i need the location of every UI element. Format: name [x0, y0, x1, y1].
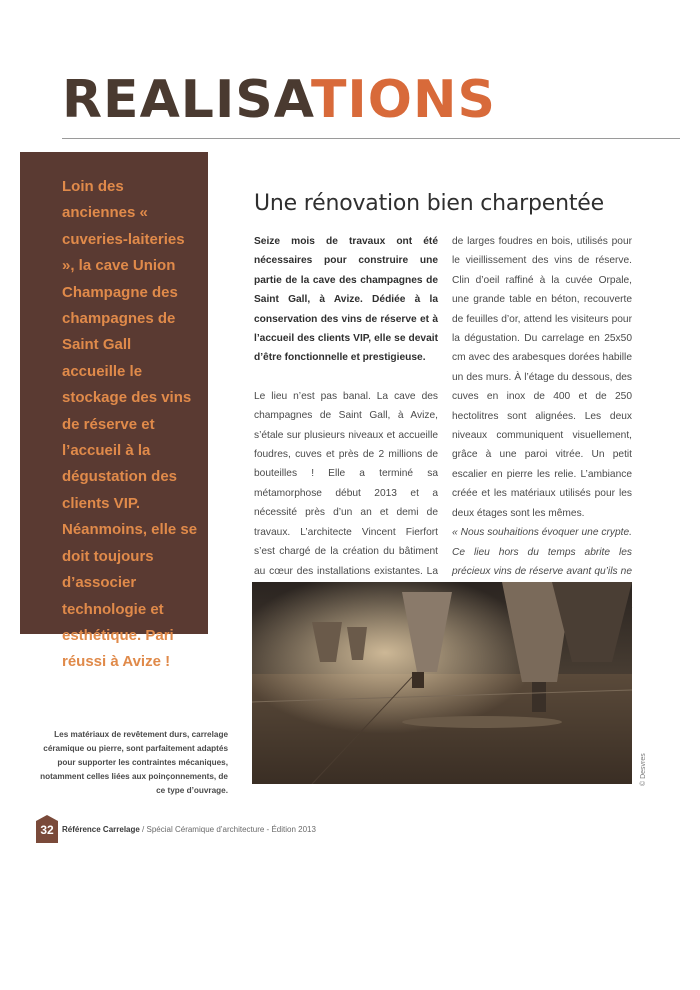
footer-publication [62, 825, 316, 834]
photo-caption: Les matériaux de revêtement durs, carrelage céramique ou pierre, sont parfaitement adaptés pour supporter les contraintes mécaniques, notamment celles liées aux poinçonnements, de ce type d’ouvrage. [40, 730, 228, 795]
footer-edition: Spécial Céramique d’architecture - Édition 2013 [146, 825, 316, 834]
article-lead: Seize mois de travaux ont été nécessaires pour construire une partie de la cave des champagnes de Saint Gall, à Avize. Dédiée à la conservation des vins de réserve et à l’accueil des clients VIP, elle se devait d’être fonctionnelle et prestigieuse. [254, 236, 438, 364]
footer-separator: / [139, 825, 147, 834]
sidebar-intro-text: Loin des anciennes « cuveries-laiteries », la cave Union Champagne des champagnes de Saint Gall accueille le stockage des vins de réserve et l’accueil à la dégustation des clients VIP. Néanmoins, elle se doit toujours d’associer technologie et esthétique. Pari réussi à Avize ! [62, 178, 198, 671]
page-number: 32 [40, 823, 54, 837]
header-divider [62, 138, 680, 139]
photo-credit: © Desvres [640, 753, 647, 786]
sidebar-intro-box [20, 152, 208, 671]
footer-brand: Référence Carrelage [62, 825, 140, 834]
article-quote: « Nous souhaitions évoquer une crypte. Ce lieu hors du temps abrite les précieux vins de réserve avant qu’ils ne [452, 527, 632, 577]
section-title-part1: REALISA [62, 70, 311, 130]
page-number-badge [36, 815, 58, 843]
article-title: Une rénovation bien charpentée [254, 190, 604, 216]
article-body-1: Le lieu n’est pas banal. La cave des champagnes de Saint Gall, à Avize, s’étale sur plusieurs niveaux et accueille foudres, cuves et près de 2 millions de bouteilles ! Elle a terminé sa métamorphose début 2013 et a nécessité près d’un an et demi de travaux. L’architecte Vincent Fierfort s’est chargé de la création du bâtiment au cœur des installations existantes. La [254, 390, 438, 577]
cellar-photo-image [252, 582, 632, 784]
article-body-2: de larges foudres en bois, utilisés pour le vieillissement des vins de réserve. Clin d’oeil raffiné à la cuvée Orpale, une grande table en béton, recouverte de feuilles d’or, attend les visiteurs pour la dégustation. Du carrelage en 25x50 cm avec des arabesques dorées habille un des murs. À l’étage du dessous, des cuves en inox de 400 et de 250 hectolitres sont alignées. Les deux niveaux communiquent visuellement, grâce à une paroi vitrée. Un petit escalier en pierre les relie. L’ambiance créée et les matériaux utilisés pour les deux étages sont les mêmes. [452, 236, 632, 519]
cellar-photo [252, 582, 632, 784]
section-title-part2: TIONS [310, 70, 496, 130]
section-title [62, 70, 496, 130]
